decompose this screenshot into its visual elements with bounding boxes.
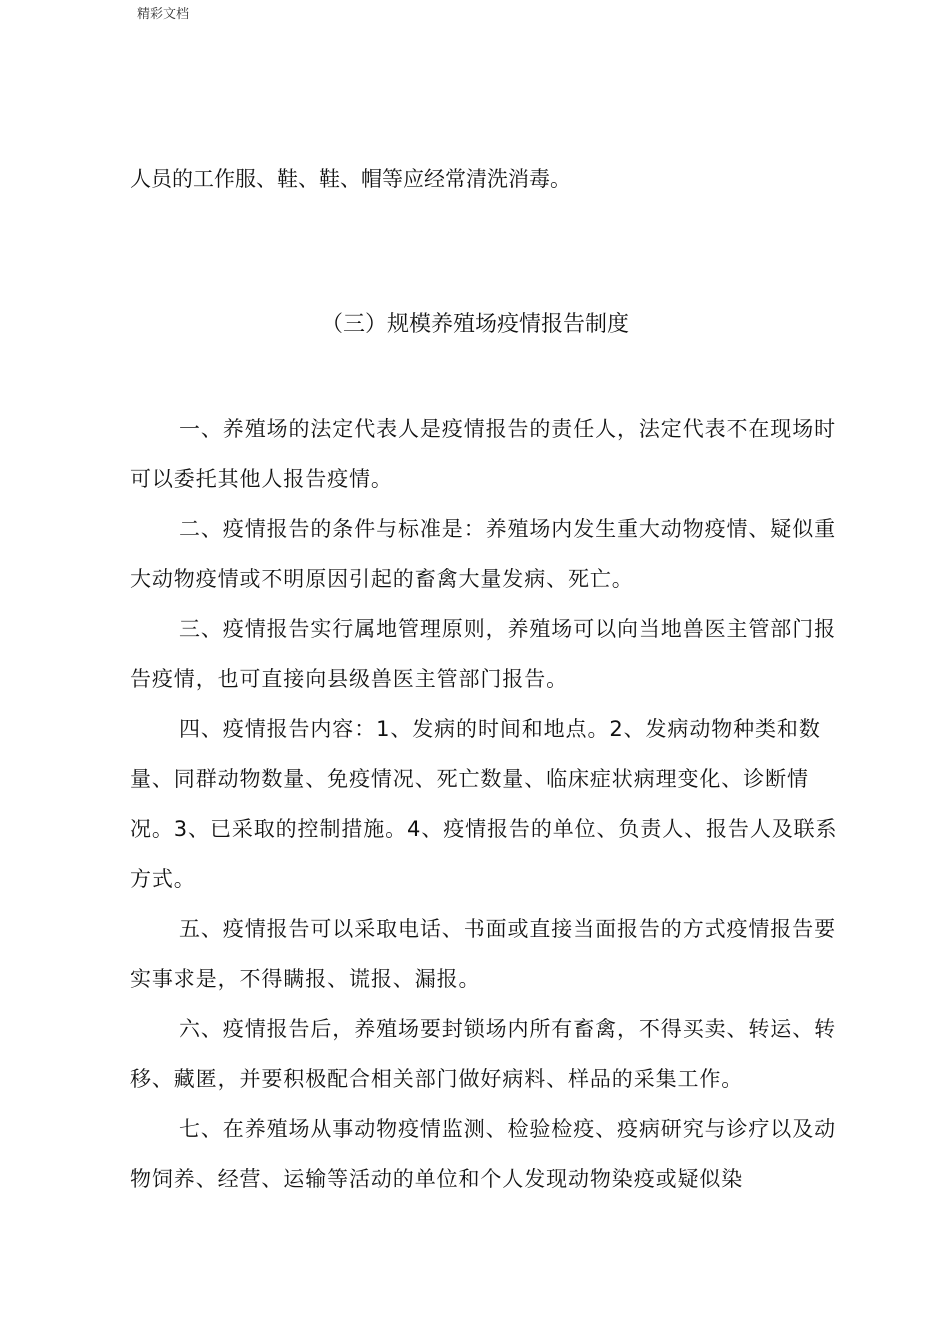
paragraph-2: 二、疫情报告的条件与标准是：养殖场内发生重大动物疫情、疑似重大动物疫情或不明原因引起的畜禽大量发病、死亡。 [130, 517, 836, 591]
section-title: （三）规模养殖场疫情报告制度 [320, 312, 629, 337]
continuation-paragraph: 人员的工作服、鞋、鞋、帽等应经常清洗消毒。 [130, 167, 571, 191]
paragraph-7: 七、在养殖场从事动物疫情监测、检验检疫、疫病研究与诊疗以及动物饲养、经营、运输等活动的单位和个人发现动物染疫或疑似染 [130, 1117, 836, 1191]
paragraph-4: 四、疫情报告内容：1、发病的时间和地点。2、发病动物种类和数量、同群动物数量、免疫情况、死亡数量、临床症状病理变化、诊断情况。3、已采取的控制措施。4、疫情报告的单位、负责人、报告人及联系方式。 [130, 717, 838, 891]
paragraph-3: 三、疫情报告实行属地管理原则，养殖场可以向当地兽医主管部门报告疫情，也可直接向县级兽医主管部门报告。 [130, 617, 836, 691]
paragraph-1: 一、养殖场的法定代表人是疫情报告的责任人，法定代表不在现场时可以委托其他人报告疫情。 [130, 417, 836, 491]
paragraph-5: 五、疫情报告可以采取电话、书面或直接当面报告的方式疫情报告要实事求是，不得瞒报、谎报、漏报。 [130, 917, 836, 991]
page-header-watermark: 精彩文档 [137, 7, 190, 22]
paragraph-6: 六、疫情报告后，养殖场要封锁场内所有畜禽，不得买卖、转运、转移、藏匿，并要积极配合相关部门做好病料、样品的采集工作。 [130, 1017, 836, 1091]
document-body [130, 404, 840, 1204]
